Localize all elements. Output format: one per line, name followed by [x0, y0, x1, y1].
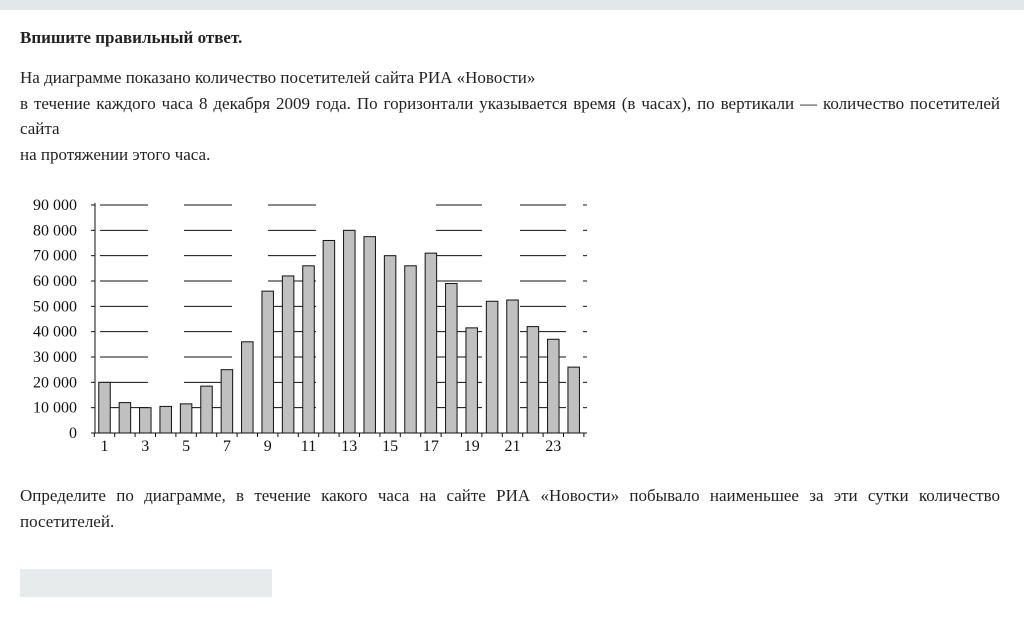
y-tick-label: 30 000: [33, 349, 77, 366]
task-description: [20, 65, 1000, 167]
x-tick-label: 7: [222, 438, 231, 455]
bar-hour-13: [344, 230, 356, 433]
y-tick-label: 10 000: [33, 399, 77, 417]
visitors-bar-chart: [20, 190, 600, 460]
bar-hour-3: [140, 408, 152, 433]
y-tick-label: 60 000: [33, 273, 77, 290]
x-tick-label: 21: [504, 438, 521, 455]
bar-hour-16: [405, 266, 417, 433]
chart-svg: [20, 190, 600, 460]
y-tick-label: 80 000: [33, 222, 77, 240]
task-line-2: в течение каждого часа 8 декабря 2009 года. По горизонтали указывается время (в часах), по вертикали — количество посетителей сайта: [20, 93, 1000, 138]
bar-hour-21: [507, 300, 519, 433]
question-text: Определите по диаграмме, в течение какого часа на сайте РИА «Новости» побывало наименьшее за эти сутки количество посетителей.: [20, 486, 1000, 531]
task-line-1: На диаграмме показано количество посетителей сайта РИА «Новости»: [20, 68, 536, 87]
y-tick-label: 70 000: [33, 247, 77, 265]
bar-hour-5: [180, 404, 192, 433]
top-bar: [0, 0, 1024, 10]
bar-hour-10: [282, 276, 294, 433]
y-tick-label: 90 000: [33, 197, 77, 214]
x-tick-label: 11: [300, 438, 317, 455]
bar-hour-12: [323, 240, 335, 433]
x-tick-label: 15: [382, 438, 399, 455]
bar-hour-18: [446, 284, 458, 433]
bar-hour-24: [568, 367, 580, 433]
task-line-3: на протяжении этого часа.: [20, 144, 211, 164]
bar-hour-11: [303, 266, 315, 433]
bar-hour-14: [364, 237, 376, 433]
x-tick-label: 13: [341, 438, 358, 455]
bar-hour-1: [99, 382, 111, 433]
chart-bars: [99, 230, 580, 433]
bar-hour-15: [384, 256, 396, 433]
bar-hour-19: [466, 328, 478, 433]
x-tick-label: 17: [422, 438, 439, 455]
x-tick-label: 1: [100, 438, 109, 455]
x-tick-label: 23: [545, 438, 562, 455]
bar-hour-9: [262, 291, 274, 433]
x-tick-label: 9: [263, 438, 272, 455]
y-tick-label: 50 000: [33, 298, 77, 316]
x-tick-label: 3: [141, 438, 150, 455]
x-tick-label: 5: [182, 438, 191, 455]
bar-hour-7: [221, 370, 233, 433]
x-tick-label: 19: [463, 438, 480, 455]
y-tick-label: 40 000: [33, 323, 77, 341]
bar-hour-4: [160, 406, 172, 433]
bar-hour-2: [119, 403, 130, 433]
instruction-heading: Впишите правильный ответ.: [20, 28, 243, 47]
bar-hour-6: [201, 386, 213, 433]
bar-hour-17: [425, 253, 437, 433]
bar-hour-20: [486, 301, 498, 433]
bar-hour-23: [548, 339, 560, 433]
y-tick-label: 20 000: [33, 374, 77, 392]
y-tick-label: 0: [69, 425, 77, 442]
chart-labels: [33, 197, 561, 455]
bar-hour-8: [242, 342, 254, 433]
answer-input[interactable]: [20, 569, 272, 597]
bar-hour-22: [527, 327, 539, 433]
